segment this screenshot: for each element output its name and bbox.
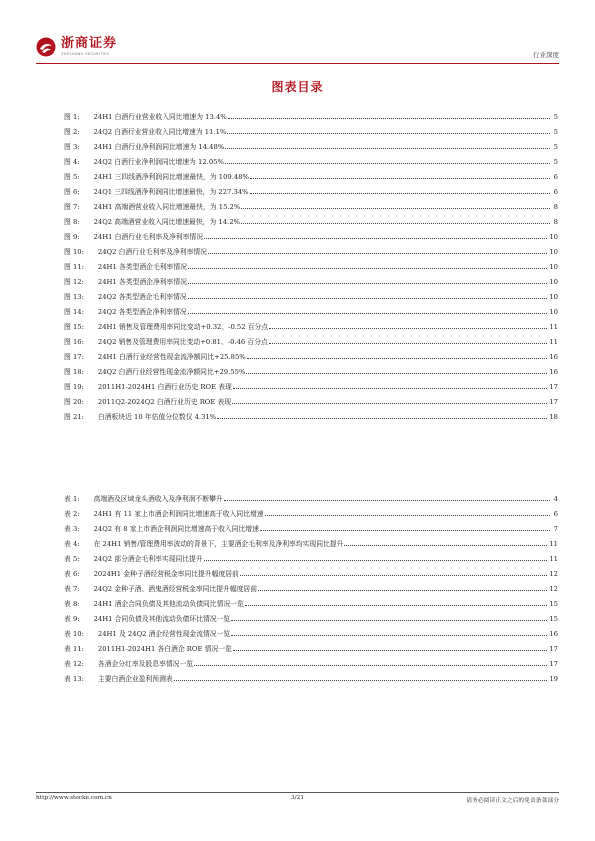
dot-leader: [250, 173, 550, 179]
dot-leader: [246, 368, 547, 374]
entry-title: 24H1 有 11 家上市酒企利润同比增速高于收入同比增速: [93, 510, 264, 518]
entry-page-number: 5: [553, 113, 558, 121]
entry-page-number: 18: [549, 413, 558, 421]
entry-page-number: 10: [549, 263, 558, 271]
entry-page-number: 11: [549, 540, 558, 548]
entry-label: 表 7:: [64, 585, 80, 593]
entry-label: 图 6:: [64, 188, 80, 196]
dot-leader: [225, 158, 550, 164]
entry-label: 图 4:: [64, 158, 80, 166]
entry-page-number: 11: [549, 555, 558, 563]
entry-title: 24H1 销售及管理费用率同比变动+0.32、-0.52 百分点: [97, 323, 269, 331]
entry-page-number: 19: [549, 675, 558, 683]
figure-toc-entry[interactable]: [64, 396, 558, 411]
entry-label: 表 12:: [64, 660, 84, 668]
figure-toc-entry[interactable]: [64, 141, 558, 156]
dot-leader: [258, 585, 547, 591]
entry-title: 2011Q2-2024Q2 白酒行业历史 ROE 表现: [97, 398, 232, 406]
entry-page-number: 17: [549, 645, 558, 653]
entry-title: 24H1 高端酒营业收入同比增速最快，为 15.2%: [93, 203, 241, 211]
logo-english-name: ZHESHANG SECURITIES: [61, 52, 110, 56]
table-toc-entry[interactable]: [64, 628, 558, 643]
entry-page-number: 11: [549, 323, 558, 331]
entry-label: 图 11:: [64, 263, 84, 271]
entry-page-number: 6: [553, 188, 558, 196]
dot-leader: [269, 323, 547, 329]
figure-toc-entry[interactable]: [64, 201, 558, 216]
entry-title: 24Q2 白酒行业营业收入同比增速为 11.1%: [93, 128, 227, 136]
dot-leader: [227, 128, 550, 134]
entry-title: 24Q2 各类型酒企毛利率情况: [97, 293, 187, 301]
entry-label: 图 7:: [64, 203, 80, 211]
figure-toc-entry[interactable]: [64, 306, 558, 321]
entry-label: 图 16:: [64, 338, 84, 346]
entry-page-number: 10: [549, 278, 558, 286]
entry-title: 24Q1 三四线酒净利润同比增速最快，为 227.34%: [93, 188, 249, 196]
figure-toc-entry[interactable]: [64, 351, 558, 366]
entry-page-number: 8: [553, 203, 558, 211]
entry-title: 24Q2 白酒行业经营性现金流净额同比+29.55%: [97, 368, 246, 376]
dot-leader: [188, 308, 548, 314]
figure-toc-entry[interactable]: [64, 186, 558, 201]
entry-title: 24H1 三四线酒净利润同比增速最快，为 109.48%: [93, 173, 249, 181]
dot-leader: [233, 383, 548, 389]
entry-title: 24H1 白酒行业经营性现金流净额同比+25.85%: [97, 353, 246, 361]
table-toc-entry[interactable]: [64, 508, 558, 523]
table-toc-entry[interactable]: [64, 613, 558, 628]
entry-label: 表 2:: [64, 510, 80, 518]
entry-label: 图 13:: [64, 293, 84, 301]
entry-label: 图 8:: [64, 218, 80, 226]
dot-leader: [217, 413, 547, 419]
entry-title: 24H1 白酒行业营业收入同比增速为 13.4%: [93, 113, 227, 121]
entry-page-number: 12: [549, 570, 558, 578]
dot-leader: [232, 398, 547, 404]
dot-leader: [231, 615, 547, 621]
entry-title: 2011H1-2024H1 各白酒企 ROE 情况一览: [97, 645, 232, 653]
entry-label: 图 17:: [64, 353, 84, 361]
dot-leader: [231, 630, 547, 636]
page-header: [36, 36, 559, 66]
entry-label: 表 1:: [64, 495, 80, 503]
entry-label: 表 4:: [64, 540, 80, 548]
entry-label: 表 11:: [64, 645, 84, 653]
entry-page-number: 17: [549, 660, 558, 668]
entry-page-number: 6: [553, 510, 558, 518]
entry-title: 高端酒及区域龙头酒收入及净利润不断攀升: [93, 495, 223, 503]
entry-page-number: 12: [549, 585, 558, 593]
table-toc-entry[interactable]: [64, 568, 558, 583]
entry-title: 24Q2 销售及管理费用率同比变动+0.81、-0.46 百分点: [97, 338, 268, 346]
footer-url[interactable]: http://www.stocke.com.cn: [36, 795, 112, 801]
dot-leader: [225, 143, 550, 149]
entry-page-number: 15: [549, 615, 558, 623]
figure-toc-entry[interactable]: [64, 231, 558, 246]
entry-title: 在 24H1 销售/管理费用率波动的背景下，主要酒企毛利率及净利率均实现同比提升: [93, 540, 344, 548]
entry-title: 24H1 合同负债及其他流动负债环比情况一览: [93, 615, 231, 623]
dot-leader: [245, 600, 548, 606]
entry-label: 图 21:: [64, 413, 84, 421]
entry-title: 各酒企分红率及股息率情况一览: [97, 660, 194, 668]
figure-toc-entry[interactable]: [64, 216, 558, 231]
dot-leader: [344, 540, 547, 546]
dot-leader: [188, 263, 547, 269]
page-title: 图表目录: [271, 80, 324, 94]
entry-title: 24Q2 白酒行业毛利率及净利率情况: [97, 248, 207, 256]
dot-leader: [269, 338, 548, 344]
table-toc-entry[interactable]: [64, 658, 558, 673]
dot-leader: [260, 525, 550, 531]
table-toc-entry[interactable]: [64, 598, 558, 613]
header-divider: [36, 63, 559, 64]
entry-title: 24H1 白酒行业毛利率及净利率情况: [93, 233, 203, 241]
dot-leader: [265, 510, 550, 516]
dot-leader: [194, 660, 547, 666]
entry-title: 白酒板块近 10 年估值分位数仅 4.31%: [97, 413, 217, 421]
company-logo: [36, 36, 117, 57]
dot-leader: [228, 113, 550, 119]
figure-toc-entry[interactable]: [64, 291, 558, 306]
entry-title: 24H1 白酒行业净利润同比增速为 14.48%: [93, 143, 225, 151]
dot-leader: [241, 218, 550, 224]
logo-emblem-icon: [36, 37, 56, 57]
figure-toc-entry[interactable]: [64, 126, 558, 141]
entry-label: 图 19:: [64, 383, 84, 391]
entry-label: 图 15:: [64, 323, 84, 331]
entry-page-number: 7: [553, 525, 558, 533]
entry-title: 2011H1-2024H1 白酒行业历史 ROE 表现: [97, 383, 232, 391]
entry-page-number: 17: [549, 383, 558, 391]
table-toc-entry[interactable]: [64, 643, 558, 658]
table-toc-entry[interactable]: [64, 493, 558, 508]
table-toc-entry[interactable]: [64, 673, 558, 688]
entry-title: 2024H1 金种子酒经营税金率同比提升幅度居前: [93, 570, 239, 578]
dot-leader: [174, 675, 548, 681]
entry-label: 图 2:: [64, 128, 80, 136]
table-toc-entry[interactable]: [64, 553, 558, 568]
dot-leader: [233, 645, 548, 651]
footer-divider: [36, 792, 559, 793]
entry-page-number: 17: [549, 398, 558, 406]
entry-title: 24Q2 白酒行业净利润同比增速为 12.05%: [93, 158, 224, 166]
entry-page-number: 16: [549, 353, 558, 361]
entry-label: 图 1:: [64, 113, 80, 121]
figure-toc-entry[interactable]: [64, 336, 558, 351]
entry-page-number: 10: [549, 248, 558, 256]
entry-label: 图 9:: [64, 233, 80, 241]
logo-chinese-name: 浙商证券: [61, 36, 118, 51]
entry-page-number: 5: [553, 143, 558, 151]
figure-toc-entry[interactable]: [64, 156, 558, 171]
dot-leader: [188, 293, 548, 299]
entry-title: 24H1 各类型酒企毛利率情况: [97, 263, 187, 271]
dot-leader: [204, 233, 547, 239]
entry-title: 主要白酒企业盈利预测表: [97, 675, 173, 683]
figure-toc-entry[interactable]: [64, 276, 558, 291]
document-type: 行业深度: [533, 51, 559, 59]
entry-title: 24Q2 各类型酒企净利率情况: [97, 308, 187, 316]
footer-disclaimer: 请务必阅读正文之后的免责条款部分: [466, 798, 559, 804]
entry-label: 图 12:: [64, 278, 84, 286]
entry-page-number: 6: [553, 173, 558, 181]
dot-leader: [204, 555, 548, 561]
dot-leader: [188, 278, 547, 284]
table-list: [64, 493, 558, 688]
entry-page-number: 16: [549, 630, 558, 638]
entry-label: 表 6:: [64, 570, 80, 578]
dot-leader: [247, 353, 548, 359]
entry-title: 24H1 酒企合同负债及其他流动负债同比情况一览: [93, 600, 244, 608]
entry-page-number: 8: [553, 218, 558, 226]
figure-toc-entry[interactable]: [64, 111, 558, 126]
entry-page-number: 10: [549, 293, 558, 301]
entry-title: 24H1 及 24Q2 酒企经营性现金流情况一览: [97, 630, 231, 638]
entry-label: 表 10:: [64, 630, 84, 638]
figure-toc-entry[interactable]: [64, 171, 558, 186]
entry-label: 图 20:: [64, 398, 84, 406]
entry-label: 表 3:: [64, 525, 80, 533]
entry-label: 图 18:: [64, 368, 84, 376]
table-toc-entry[interactable]: [64, 523, 558, 538]
entry-page-number: 15: [549, 600, 558, 608]
entry-title: 24Q2 有 8 家上市酒企利润同比增速高于收入同比增速: [93, 525, 259, 533]
entry-title: 24Q2 高端酒营业收入同比增速最快，为 14.2%: [93, 218, 240, 226]
entry-page-number: 5: [553, 158, 558, 166]
dot-leader: [224, 495, 550, 501]
entry-page-number: 16: [549, 368, 558, 376]
entry-label: 图 10:: [64, 248, 84, 256]
dot-leader: [208, 248, 547, 254]
entry-label: 表 8:: [64, 600, 80, 608]
entry-title: 24H1 各类型酒企净利率情况: [97, 278, 187, 286]
table-toc-entry[interactable]: [64, 538, 558, 553]
figure-toc-entry[interactable]: [64, 411, 558, 426]
dot-leader: [250, 188, 550, 194]
dot-leader: [240, 570, 548, 576]
entry-title: 24Q2 部分酒企毛利率实现同比提升: [93, 555, 203, 563]
entry-label: 图 5:: [64, 173, 80, 181]
entry-label: 图 3:: [64, 143, 80, 151]
figure-toc-entry[interactable]: [64, 246, 558, 261]
entry-label: 表 13:: [64, 675, 84, 683]
entry-title: 24Q2 金种子酒、酒鬼酒经营税金率同比提升幅度居前: [93, 585, 258, 593]
figure-toc-entry[interactable]: [64, 261, 558, 276]
entry-label: 表 5:: [64, 555, 80, 563]
entry-page-number: 10: [549, 308, 558, 316]
entry-label: 表 9:: [64, 615, 80, 623]
dot-leader: [241, 203, 550, 209]
entry-page-number: 11: [549, 338, 558, 346]
entry-page-number: 10: [549, 233, 558, 241]
figure-toc-entry[interactable]: [64, 366, 558, 381]
figure-toc-entry[interactable]: [64, 381, 558, 396]
page-number: 3/21: [290, 795, 305, 801]
entry-label: 图 14:: [64, 308, 84, 316]
table-toc-entry[interactable]: [64, 583, 558, 598]
entry-page-number: 4: [553, 495, 558, 503]
figure-toc-entry[interactable]: [64, 321, 558, 336]
entry-page-number: 5: [553, 128, 558, 136]
figure-list: [64, 111, 558, 426]
